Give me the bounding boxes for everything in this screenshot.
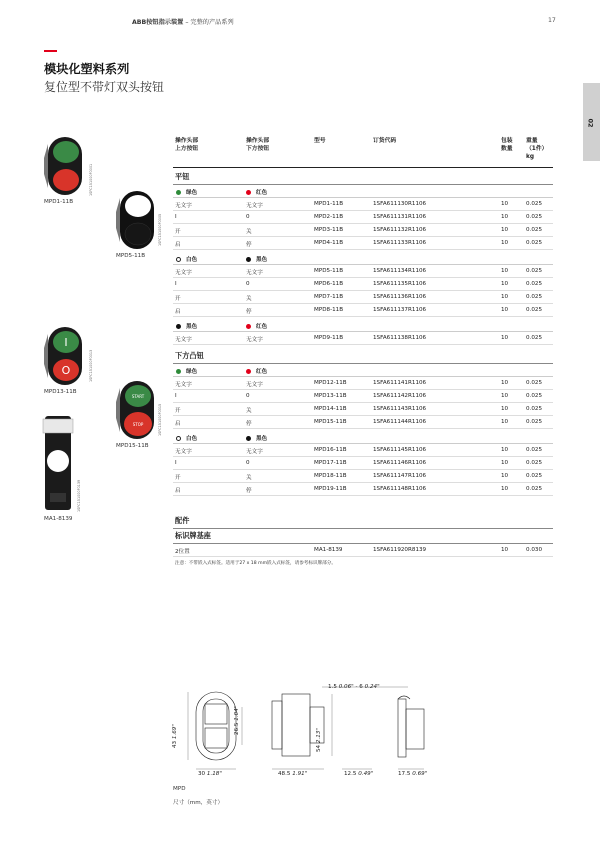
table-cell: MPD3-11B — [314, 227, 344, 233]
dim-label-width-30: 30 1.18" — [198, 771, 222, 777]
product-code-mpd5: 1SFC151000F0005 — [158, 213, 162, 246]
page-number: 17 — [548, 17, 556, 24]
header-subtitle: – 完整的产品系列 — [183, 19, 234, 26]
table-cell: 0 — [246, 214, 250, 220]
table-cell: MPD4-11B — [314, 240, 344, 246]
button-text-stop: STOP — [132, 422, 144, 427]
col-bottom-button: 操作头部 下方按钮 — [246, 138, 270, 152]
table-row — [173, 304, 553, 317]
table-cell: 无文字 — [246, 449, 263, 455]
color-label — [176, 367, 197, 375]
color-label — [246, 434, 267, 442]
color-label — [246, 322, 267, 330]
table-row — [173, 211, 553, 224]
table-cell: MPD16-11B — [314, 447, 347, 453]
table-cell: 0.025 — [526, 307, 543, 313]
table-cell: 无文字 — [175, 337, 192, 343]
color-name: 黑色 — [256, 257, 268, 263]
table-cell: 10 — [501, 460, 509, 466]
table-cell: 0.025 — [526, 281, 543, 287]
dim-label-width-485: 48.5 1.91" — [278, 771, 308, 777]
table-cell: 停 — [246, 421, 252, 427]
button-text-o: O — [61, 364, 71, 377]
table-cell: 1SFA611147R1106 — [373, 473, 427, 479]
table-cell: 0.025 — [526, 294, 543, 300]
accessories-title: 配件 — [173, 512, 553, 529]
table-cell: 0.025 — [526, 460, 543, 466]
table-row — [173, 237, 553, 250]
color-name: 绿色 — [186, 190, 198, 196]
table-cell: 10 — [501, 307, 509, 313]
table-cell: 1SFA611131R1106 — [373, 214, 427, 220]
color-name: 黑色 — [256, 436, 268, 442]
table-cell: MPD12-11B — [314, 380, 347, 386]
table-cell: 10 — [501, 281, 509, 287]
color-label — [176, 188, 197, 196]
table-cell: 1SFA611142R1106 — [373, 393, 427, 399]
table-cell: 10 — [501, 486, 509, 492]
table-cell: 0.025 — [526, 201, 543, 207]
table-cell: 0.025 — [526, 473, 543, 479]
table-cell: MPD18-11B — [314, 473, 347, 479]
product-code-mpd15: 1SFC151000F0015 — [158, 403, 162, 436]
table-cell: 1SFA611143R1106 — [373, 406, 427, 412]
product-label-mpd1: MPD1-11B — [44, 199, 74, 205]
button-text-i: I — [64, 336, 68, 349]
color-label — [176, 255, 197, 263]
table-cell: 10 — [501, 447, 509, 453]
table-cell: 关 — [246, 475, 252, 481]
table-cell: 启 — [175, 242, 181, 248]
product-image-mpd1 — [44, 136, 84, 196]
table-cell: 0.025 — [526, 406, 543, 412]
color-dot-icon — [246, 324, 251, 329]
dimension-drawing — [172, 679, 442, 783]
table-cell: 0.025 — [526, 240, 543, 246]
product-code-mpd1: 1SFC151000F0001 — [89, 163, 93, 196]
table-cell: 10 — [501, 294, 509, 300]
table-cell: 1SFA611136R1106 — [373, 294, 427, 300]
product-label-mpd15: MPD15-11B — [116, 443, 149, 449]
table-cell: MPD7-11B — [314, 294, 344, 300]
col-pack-qty: 包装 数量 — [501, 138, 513, 152]
table-cell: 10 — [501, 227, 509, 233]
dim-label-top: 1.5 0.06" - 6 0.24" — [328, 684, 380, 690]
table-cell: 开 — [175, 229, 181, 235]
table-cell: 1SFA611137R1106 — [373, 307, 427, 313]
table-cell: 1SFA611134R1106 — [373, 268, 427, 274]
table-cell: 停 — [246, 309, 252, 315]
color-dot-icon — [176, 190, 181, 195]
table-cell: MPD2-11B — [314, 214, 344, 220]
table-note: 注意：不带嵌入式标签。适用于27 x 18 mm嵌入式标签，请参考标识牌部分。 — [175, 561, 336, 566]
col-order-code: 订货代码 — [373, 138, 397, 144]
color-name: 白色 — [186, 436, 198, 442]
color-name: 白色 — [186, 257, 198, 263]
table-cell: 10 — [501, 335, 509, 341]
table-cell: 10 — [501, 406, 509, 412]
table-row — [173, 444, 553, 457]
table-cell: 无文字 — [246, 382, 263, 388]
product-label-mpd5: MPD5-11B — [116, 253, 146, 259]
table-cell: 无文字 — [246, 203, 263, 209]
color-label — [246, 255, 267, 263]
product-image-mpd5 — [116, 190, 156, 250]
table-cell: 开 — [175, 296, 181, 302]
color-name: 红色 — [256, 190, 268, 196]
drawing-caption-unit: 尺寸（mm，英寸） — [173, 800, 224, 806]
color-name: 绿色 — [186, 369, 198, 375]
color-name: 黑色 — [186, 324, 198, 330]
header-brand: ABB按钮指示装置 — [132, 19, 184, 26]
color-dot-icon — [176, 369, 181, 374]
table-cell: 10 — [501, 419, 509, 425]
color-dot-icon — [246, 190, 251, 195]
table-cell: 0 — [246, 460, 250, 466]
col-model: 型号 — [314, 138, 326, 144]
table-cell: 1SFA611135R1106 — [373, 281, 427, 287]
col-top-button: 操作头部 上方按钮 — [175, 138, 199, 152]
button-text-start: START — [131, 394, 145, 399]
table-cell: MPD19-11B — [314, 486, 347, 492]
table-cell: 1SFA611133R1106 — [373, 240, 427, 246]
drawing-caption-model: MPD — [173, 786, 186, 792]
chapter-tab[interactable] — [583, 83, 600, 161]
table-cell: 启 — [175, 421, 181, 427]
product-code-ma1-8139: 1SFC151000F0139 — [77, 479, 81, 512]
table-cell: 0.025 — [526, 486, 543, 492]
table-row — [173, 403, 553, 416]
table-cell: 关 — [246, 296, 252, 302]
table-row — [173, 224, 553, 237]
table-cell: 1SFA611130R1106 — [373, 201, 427, 207]
page-subtitle: 复位型不带灯双头按钮 — [44, 80, 165, 94]
dim-label-height-43: 43 1.69" — [172, 724, 178, 748]
table-cell: 0.025 — [526, 227, 543, 233]
table-cell: 10 — [501, 393, 509, 399]
color-name: 红色 — [256, 324, 268, 330]
table-cell: 1SFA611141R1106 — [373, 380, 427, 386]
table-cell: MPD13-11B — [314, 393, 347, 399]
product-image-mpd13 — [44, 326, 84, 386]
table-cell: 开 — [175, 408, 181, 414]
color-dot-icon — [246, 436, 251, 441]
table-cell: 无文字 — [175, 449, 192, 455]
table-cell: 0.025 — [526, 447, 543, 453]
table-row — [173, 470, 553, 483]
color-name: 红色 — [256, 369, 268, 375]
table-row — [173, 291, 553, 304]
table-cell: 1SFA611138R1106 — [373, 335, 427, 341]
table-cell: MPD15-11B — [314, 419, 347, 425]
table-row — [173, 265, 553, 278]
table-cell: 1SFA611146R1106 — [373, 460, 427, 466]
table-cell: MPD6-11B — [314, 281, 344, 287]
table-cell: 10 — [501, 214, 509, 220]
dim-label-width-175: 17.5 0.69" — [398, 771, 428, 777]
color-row — [173, 431, 553, 444]
product-label-mpd13: MPD13-11B — [44, 389, 77, 395]
color-label — [176, 434, 197, 442]
table-row — [173, 198, 553, 211]
table-row — [173, 278, 553, 291]
table-row — [173, 483, 553, 496]
table-cell: MPD1-11B — [314, 201, 344, 207]
table-cell: 10 — [501, 268, 509, 274]
table-cell: 无文字 — [175, 203, 192, 209]
table-cell: 关 — [246, 408, 252, 414]
color-dot-icon — [176, 324, 181, 329]
table-cell: 启 — [175, 488, 181, 494]
color-dot-icon — [176, 436, 181, 441]
color-label — [246, 367, 267, 375]
accessories-subtitle: 标识牌基座 — [173, 529, 553, 544]
section-title: 平钮 — [173, 168, 553, 185]
color-row — [173, 319, 553, 332]
color-dot-icon — [246, 369, 251, 374]
table-cell: 0.025 — [526, 214, 543, 220]
table-cell: MPD14-11B — [314, 406, 347, 412]
table-row — [173, 390, 553, 403]
color-label — [246, 188, 267, 196]
table-cell: 10 — [501, 473, 509, 479]
table-row — [173, 457, 553, 470]
table-cell: MPD8-11B — [314, 307, 344, 313]
table-cell: 开 — [175, 475, 181, 481]
table-cell: 10 — [501, 240, 509, 246]
table-cell: 无文字 — [175, 270, 192, 276]
col-weight: 重量 （1件） kg — [526, 138, 548, 160]
table-cell: MPD9-11B — [314, 335, 344, 341]
color-dot-icon — [246, 257, 251, 262]
dim-label-width-125: 12.5 0.49" — [344, 771, 374, 777]
color-row — [173, 364, 553, 377]
dim-label-height-265: 26.5 1.04" — [234, 705, 240, 735]
table-cell: 10 — [501, 380, 509, 386]
table-cell: 启 — [175, 309, 181, 315]
table-cell: I — [175, 214, 177, 220]
table-row — [173, 377, 553, 390]
dim-label-height-54: 54 2.13" — [316, 728, 322, 752]
table-cell: I — [175, 393, 177, 399]
table-cell: 无文字 — [175, 382, 192, 388]
color-label — [176, 322, 197, 330]
chapter-tab-label: 02 — [586, 118, 595, 128]
section-title: 下方凸钮 — [173, 347, 553, 364]
table-header — [173, 133, 553, 168]
product-code-mpd13: 1SFC151000F0013 — [89, 349, 93, 382]
table-cell: 1SFA611148R1106 — [373, 486, 427, 492]
table-cell: 1SFA611132R1106 — [373, 227, 427, 233]
table-cell: MPD17-11B — [314, 460, 347, 466]
page-title: 模块化塑料系列 — [44, 62, 130, 76]
table-cell: 0.025 — [526, 335, 543, 341]
table-row: 2位置 MA1-8139 1SFA611920R8139 10 0.030 — [173, 544, 553, 557]
table-cell: 1SFA611144R1106 — [373, 419, 427, 425]
table-cell: I — [175, 281, 177, 287]
table-cell: 10 — [501, 201, 509, 207]
product-image-mpd15 — [116, 380, 156, 440]
page-header — [132, 17, 234, 26]
color-row — [173, 252, 553, 265]
table-cell: 停 — [246, 242, 252, 248]
table-cell: 1SFA611145R1106 — [373, 447, 427, 453]
table-cell: 0 — [246, 393, 250, 399]
product-label-ma1-8139: MA1-8139 — [44, 516, 73, 522]
table-cell: 0.025 — [526, 268, 543, 274]
table-cell: 关 — [246, 229, 252, 235]
table-cell: 无文字 — [246, 337, 263, 343]
product-table — [173, 133, 553, 566]
color-row — [173, 185, 553, 198]
color-dot-icon — [176, 257, 181, 262]
table-cell: 无文字 — [246, 270, 263, 276]
table-cell: 0.025 — [526, 380, 543, 386]
table-cell: 停 — [246, 488, 252, 494]
table-cell: MPD5-11B — [314, 268, 344, 274]
accent-bar — [44, 50, 57, 52]
table-cell: I — [175, 460, 177, 466]
table-row — [173, 332, 553, 345]
table-cell: 0 — [246, 281, 250, 287]
product-image-ma1-8139 — [41, 415, 75, 511]
table-cell: 0.025 — [526, 419, 543, 425]
table-cell: 0.025 — [526, 393, 543, 399]
table-row — [173, 416, 553, 429]
